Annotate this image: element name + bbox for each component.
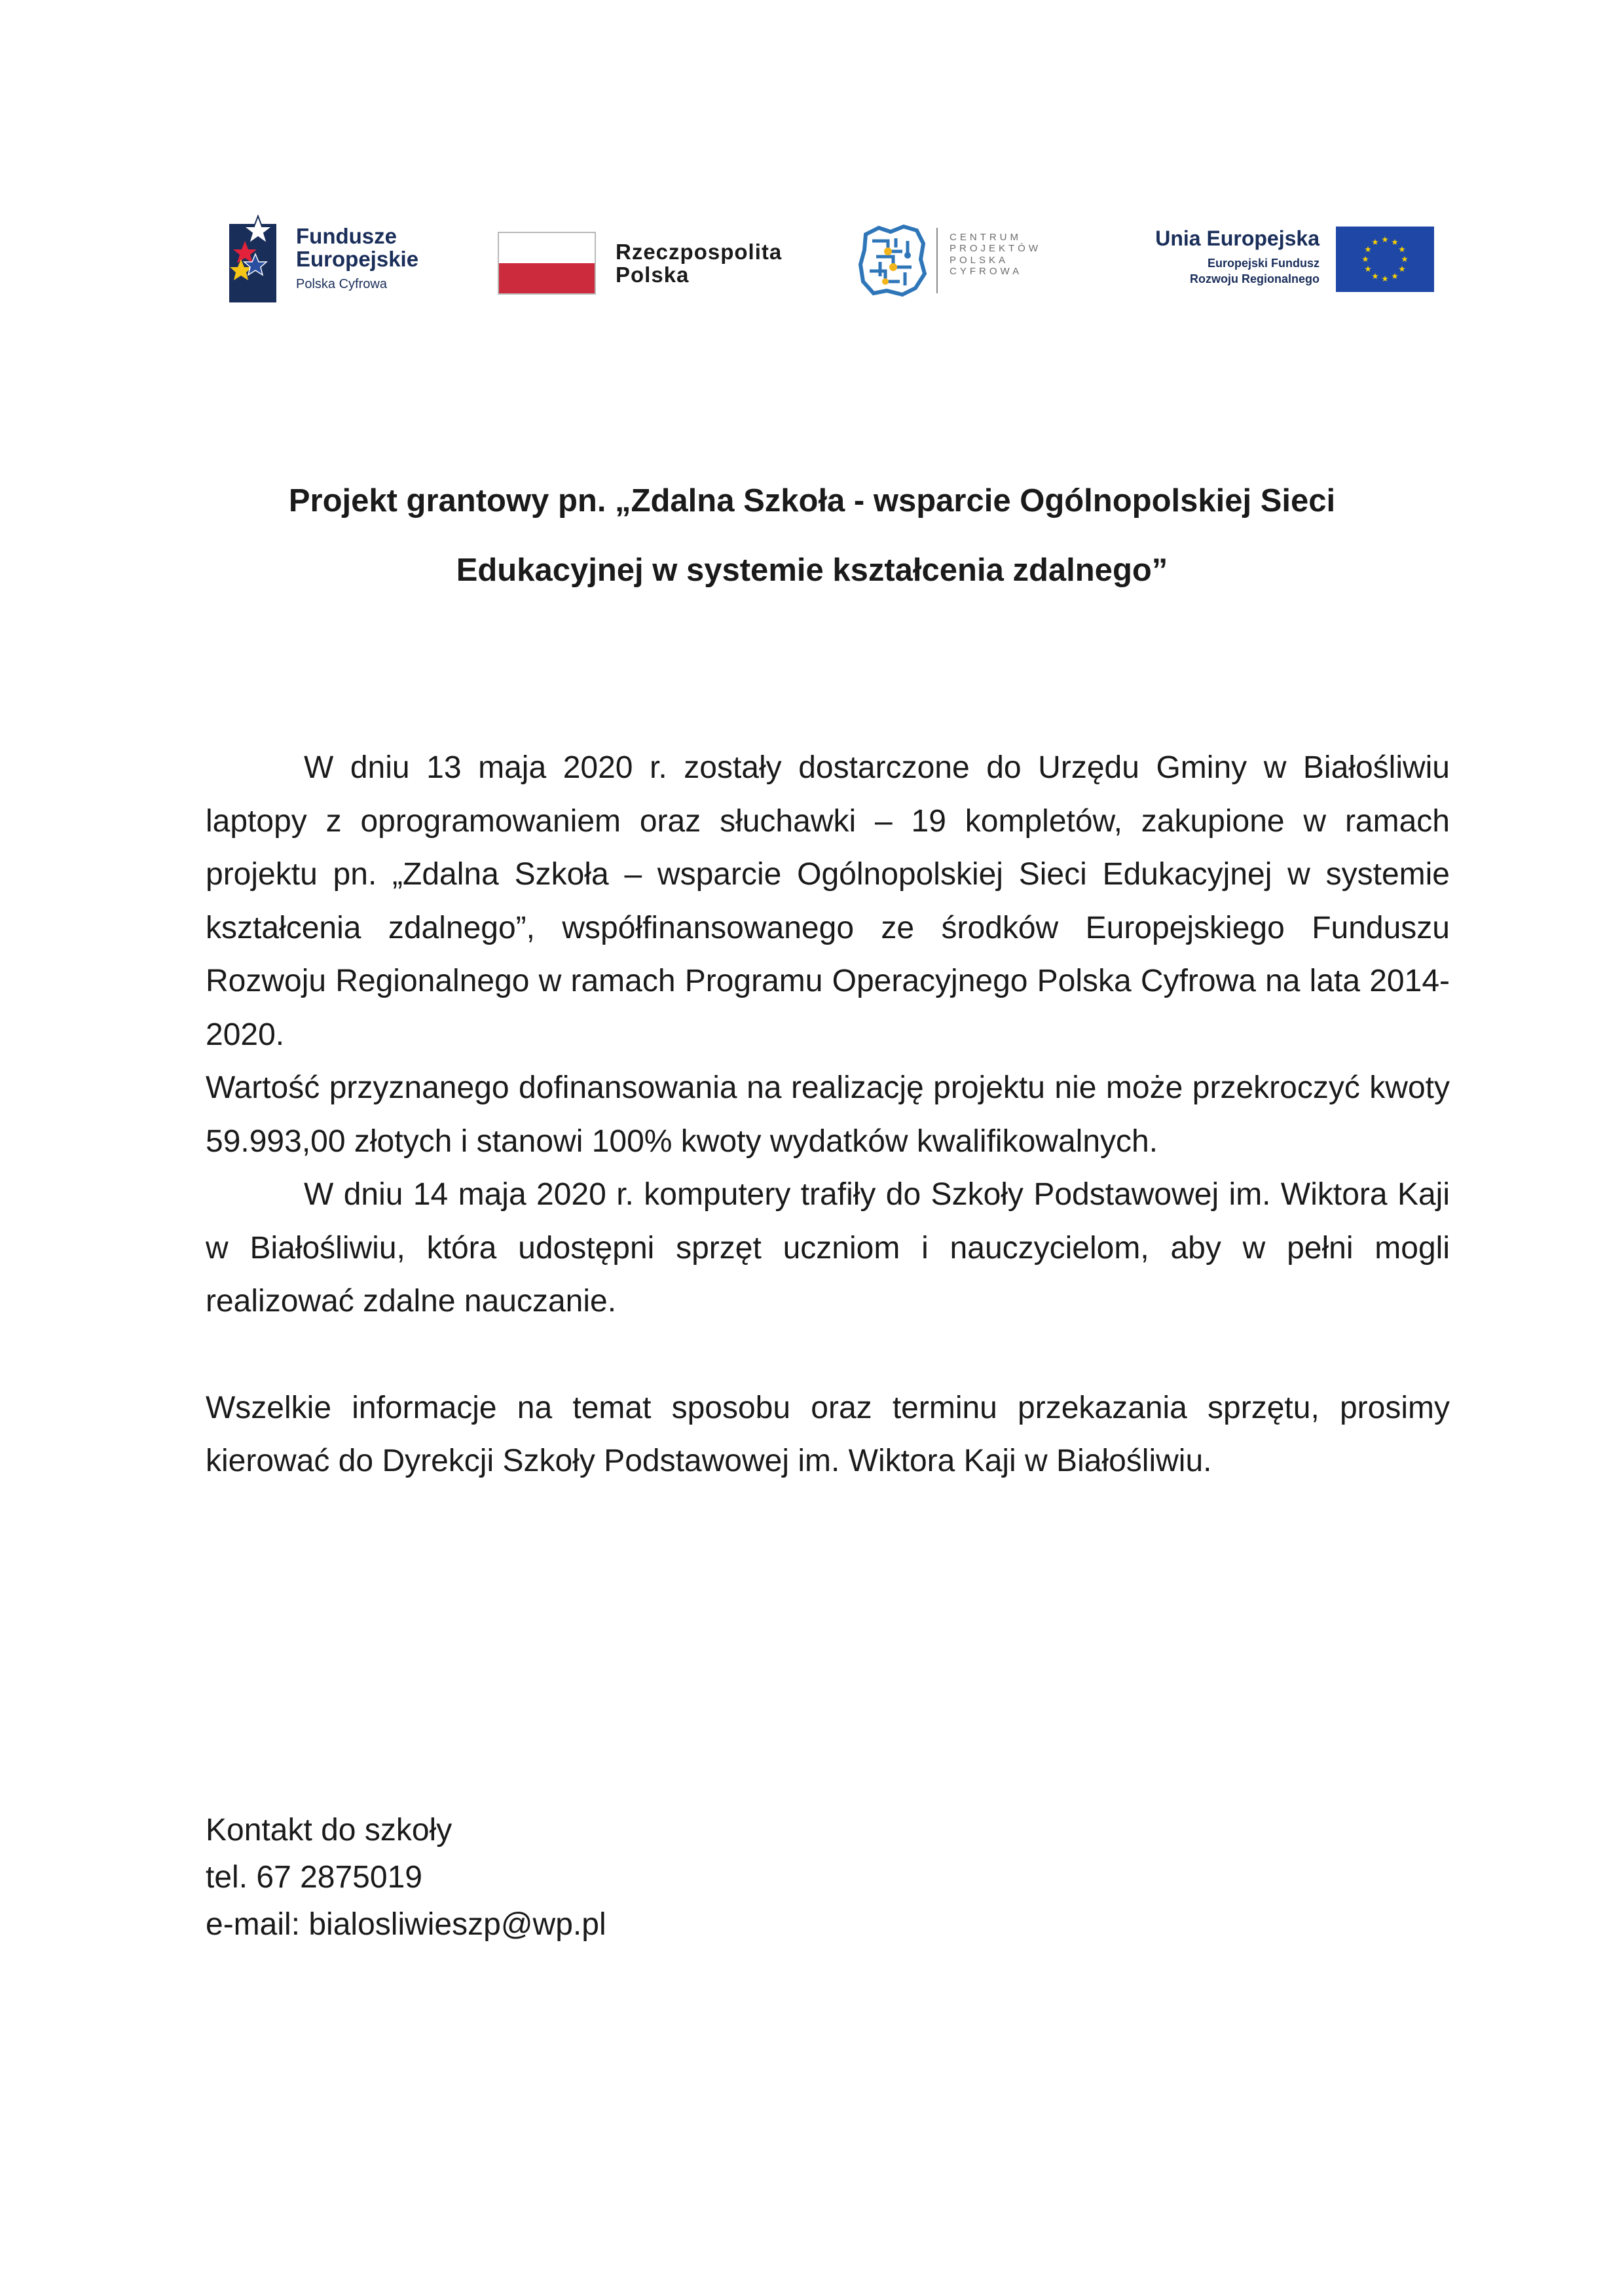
contact-block bbox=[206, 1807, 606, 1948]
heading-line2: Edukacyjnej w systemie kształcenia zdalnego” bbox=[456, 553, 1168, 588]
document-body bbox=[206, 741, 1450, 1488]
rzeczpospolita-title bbox=[616, 241, 782, 286]
body-paragraph-4: Wszelkie informacje na temat sposobu oraz terminu przekazania sprzętu, prosimy kierować do Dyrekcji Szkoły Podstawowej im. Wiktora Kaji w Białośliwiu. bbox=[206, 1390, 1450, 1478]
ue-title: Unia Europejska bbox=[1155, 227, 1320, 250]
rzeczpospolita-polska-logo bbox=[498, 208, 792, 313]
fundusze-line1: Fundusze bbox=[296, 224, 397, 248]
logo-bar bbox=[223, 208, 1434, 313]
heading-line1: Projekt grantowy pn. „Zdalna Szkoła - wsparcie Ogólnopolskiej Sieci bbox=[288, 483, 1336, 519]
body-paragraph-1: W dniu 13 maja 2020 r. zostały dostarczone do Urzędu Gminy w Białośliwiu laptopy z oprogramowaniem oraz słuchawki – 19 kompletów, zakupione w ramach projektu pn. „Zdalna Szkoła – wsparcie Ogólnopolskiej Sieci Edukacyjnej w systemie kształcenia zdalnego”, współfinansowanego ze środków Europejskiego Funduszu Rozwoju Regionalnego w ramach Programu Operacyjnego Polska Cyfrowa na lata 2014-2020. bbox=[206, 750, 1450, 1052]
cpp-title: CENTRUM PROJEKTÓW POLSKA CYFROWA bbox=[950, 232, 1042, 277]
ue-subtitle bbox=[1190, 255, 1320, 287]
document-heading bbox=[196, 466, 1428, 605]
fundusze-line2: Europejskie bbox=[296, 246, 419, 271]
eu-flag-icon bbox=[1336, 227, 1434, 292]
body-paragraph-3: W dniu 14 maja 2020 r. komputery trafiły do Szkoły Podstawowej im. Wiktora Kaji w Białośliwiu, która udostępni sprzęt uczniom i nauczycielom, aby w pełni mogli realizować zdalne nauczanie. bbox=[206, 1177, 1450, 1319]
ue-sub-line1: Europejski Fundusz bbox=[1207, 257, 1320, 270]
rzeczpospolita-line2: Polska bbox=[616, 262, 690, 287]
unia-europejska-logo bbox=[1120, 208, 1434, 313]
ue-sub-line2: Rozwoju Regionalnego bbox=[1190, 272, 1320, 286]
fundusze-europejskie-emblem bbox=[229, 215, 282, 306]
cpp-map-icon bbox=[857, 221, 929, 300]
cpp-divider bbox=[936, 228, 938, 293]
centrum-projektow-logo bbox=[857, 208, 1105, 313]
fundusze-subtitle: Polska Cyfrowa bbox=[296, 277, 387, 291]
contact-label: Kontakt do szkoły bbox=[206, 1813, 452, 1848]
contact-email: e-mail: bialosliwieszp@wp.pl bbox=[206, 1907, 606, 1942]
contact-phone: tel. 67 2875019 bbox=[206, 1860, 422, 1895]
body-paragraph-2: Wartość przyznanego dofinansowania na realizację projektu nie może przekroczyć kwoty 59.993,00 złotych i stanowi 100% kwoty wydatków kwalifikowalnych. bbox=[206, 1070, 1450, 1159]
fundusze-title bbox=[296, 225, 418, 270]
fundusze-europejskie-logo bbox=[223, 208, 445, 313]
polish-flag-icon bbox=[498, 232, 596, 295]
rzeczpospolita-line1: Rzeczpospolita bbox=[616, 240, 783, 264]
